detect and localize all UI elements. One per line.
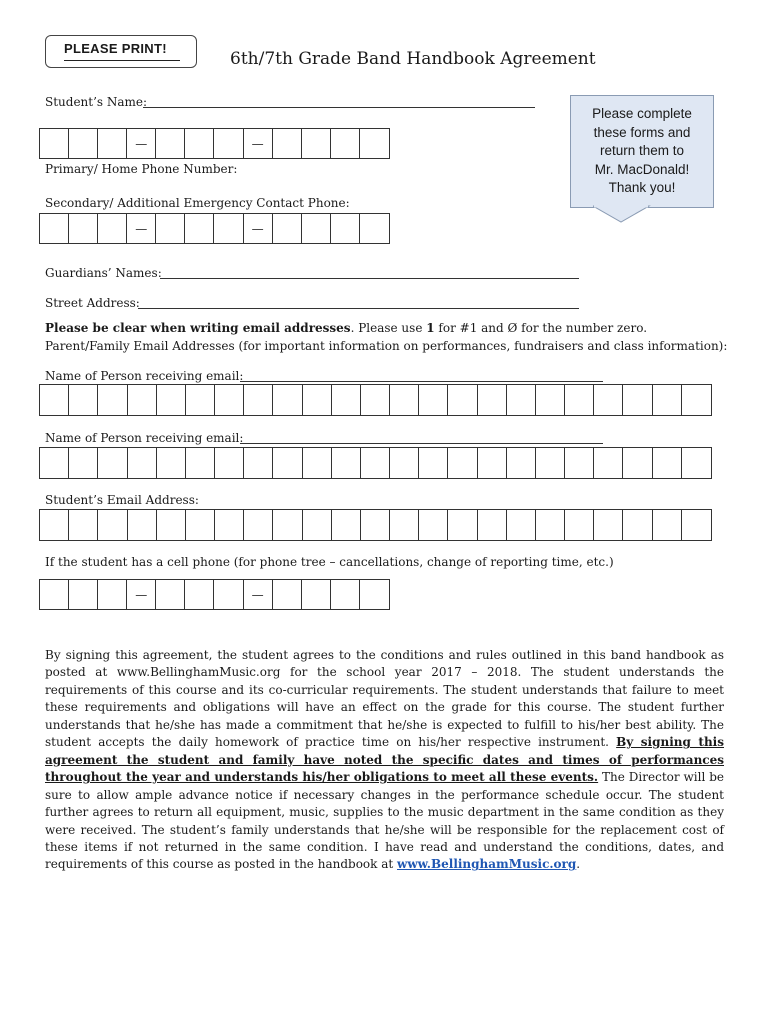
family-email-intro: Parent/Family Email Addresses (for important information on performances, fundraisers and class information): <box>45 339 728 353</box>
char-box[interactable] <box>128 385 157 415</box>
char-box[interactable] <box>69 448 98 478</box>
char-box[interactable] <box>682 448 711 478</box>
digit-box[interactable] <box>331 580 360 609</box>
phone-dash: — <box>127 129 156 158</box>
student-email-boxes[interactable] <box>39 509 712 541</box>
digit-box[interactable] <box>214 214 243 243</box>
email-instructions-text: . Please use <box>350 321 427 335</box>
phone-dash: — <box>244 580 273 609</box>
char-box[interactable] <box>361 510 390 540</box>
char-box[interactable] <box>361 385 390 415</box>
char-box[interactable] <box>653 510 682 540</box>
digit-box[interactable] <box>40 214 69 243</box>
student-name-label: Student’s Name: <box>45 95 148 109</box>
digit-box[interactable] <box>185 580 214 609</box>
digit-box[interactable] <box>331 214 360 243</box>
digit-box[interactable] <box>40 129 69 158</box>
char-box[interactable] <box>623 510 652 540</box>
char-box[interactable] <box>186 385 215 415</box>
char-box[interactable] <box>244 510 273 540</box>
agreement-paragraph <box>45 647 724 874</box>
char-box[interactable] <box>478 510 507 540</box>
cell-phone-label: If the student has a cell phone (for phone tree – cancellations, change of reporting time, etc.) <box>45 555 614 569</box>
char-box[interactable] <box>536 510 565 540</box>
callout-line: return them to <box>599 143 685 159</box>
char-box[interactable] <box>478 448 507 478</box>
char-box[interactable] <box>98 385 127 415</box>
char-box[interactable] <box>536 385 565 415</box>
digit-box[interactable] <box>69 580 98 609</box>
char-box[interactable] <box>303 448 332 478</box>
handbook-link[interactable]: www.BellinghamMusic.org <box>397 857 577 872</box>
char-box[interactable] <box>390 510 419 540</box>
secondary-phone-boxes[interactable] <box>39 213 390 244</box>
street-line[interactable] <box>138 308 579 309</box>
char-box[interactable] <box>448 385 477 415</box>
char-box[interactable] <box>448 448 477 478</box>
guardians-label: Guardians’ Names: <box>45 266 162 280</box>
char-box[interactable] <box>98 510 127 540</box>
phone-dash: — <box>244 214 273 243</box>
phone-dash: — <box>127 580 156 609</box>
char-box[interactable] <box>332 448 361 478</box>
digit-box[interactable] <box>185 129 214 158</box>
char-box[interactable] <box>157 510 186 540</box>
please-print-box <box>45 35 197 68</box>
char-box[interactable] <box>273 510 302 540</box>
char-box[interactable] <box>419 385 448 415</box>
please-print-label: PLEASE PRINT! <box>64 41 167 56</box>
char-box[interactable] <box>507 385 536 415</box>
digit-box[interactable] <box>214 129 243 158</box>
digit-box[interactable] <box>156 129 185 158</box>
digit-box[interactable] <box>40 580 69 609</box>
callout-line: these forms and <box>593 124 691 140</box>
digit-box[interactable] <box>302 129 331 158</box>
char-box[interactable] <box>448 510 477 540</box>
digit-box[interactable] <box>98 214 127 243</box>
email-instructions-one: 1 <box>426 321 435 335</box>
email-person-2-line[interactable] <box>240 443 603 444</box>
char-box[interactable] <box>565 448 594 478</box>
primary-phone-boxes[interactable] <box>39 128 390 159</box>
char-box[interactable] <box>69 510 98 540</box>
email-1-boxes[interactable] <box>39 384 712 416</box>
email-person-2-label: Name of Person receiving email: <box>45 431 244 445</box>
char-box[interactable] <box>40 385 69 415</box>
char-box[interactable] <box>244 385 273 415</box>
phone-dash: — <box>127 214 156 243</box>
email-person-1-line[interactable] <box>240 381 603 382</box>
digit-box[interactable] <box>360 214 389 243</box>
callout-pointer <box>593 205 653 225</box>
email-2-boxes[interactable] <box>39 447 712 479</box>
email-instructions-bold: Please be clear when writing email addresses <box>45 321 351 335</box>
char-box[interactable] <box>215 448 244 478</box>
student-name-line[interactable] <box>143 107 535 108</box>
char-box[interactable] <box>478 385 507 415</box>
digit-box[interactable] <box>302 580 331 609</box>
agreement-text-2: The Director will be sure to allow ample advance notice if necessary changes in the performance schedule occur. The student further agrees to return all equipment, music, supplies to the music department in the same condition as they were received. The student’s family understands that he/she will be responsible for the replacement cost of these items if not returned in the same condition. I have read and understand the conditions, dates, and requirements of this course as posted in the handbook at <box>45 770 725 872</box>
char-box[interactable] <box>157 448 186 478</box>
char-box[interactable] <box>623 385 652 415</box>
agreement-text: By signing this agreement, the student agrees to the conditions and rules outlined in this band handbook as posted at www.BellinghamMusic.org for the school year 2017 – 2018. The student understands the requirements of this course and its co-curricular requirements. The student understands that failure to meet these requirements and obligations will have an effect on the grade for this course. The student further understands that he/she has made a commitment that he/she is expected to fulfill to his/her best ability. The student accepts the daily homework of practice time on his/her respective instrument. <box>45 648 724 750</box>
guardians-line[interactable] <box>160 278 579 279</box>
digit-box[interactable] <box>360 580 389 609</box>
char-box[interactable] <box>128 510 157 540</box>
char-box[interactable] <box>215 510 244 540</box>
phone-dash: — <box>244 129 273 158</box>
char-box[interactable] <box>40 510 69 540</box>
char-box[interactable] <box>507 448 536 478</box>
char-box[interactable] <box>40 448 69 478</box>
agreement-emphasis: By signing this agreement the student and family have noted the specific dates and times of performances throughout the year and understands his/her obligations to meet all these events. <box>45 735 724 785</box>
char-box[interactable] <box>186 510 215 540</box>
char-box[interactable] <box>594 385 623 415</box>
digit-box[interactable] <box>360 129 389 158</box>
char-box[interactable] <box>273 448 302 478</box>
char-box[interactable] <box>565 385 594 415</box>
char-box[interactable] <box>623 448 652 478</box>
char-box[interactable] <box>332 510 361 540</box>
reminder-callout <box>570 95 714 208</box>
char-box[interactable] <box>128 448 157 478</box>
digit-box[interactable] <box>69 129 98 158</box>
char-box[interactable] <box>507 510 536 540</box>
char-box[interactable] <box>361 448 390 478</box>
char-box[interactable] <box>594 448 623 478</box>
char-box[interactable] <box>186 448 215 478</box>
cell-phone-boxes[interactable] <box>39 579 390 610</box>
street-label: Street Address: <box>45 296 140 310</box>
callout-line: Please complete <box>592 106 692 121</box>
char-box[interactable] <box>332 385 361 415</box>
char-box[interactable] <box>419 510 448 540</box>
digit-box[interactable] <box>331 129 360 158</box>
page-title: 6th/7th Grade Band Handbook Agreement <box>230 49 596 69</box>
char-box[interactable] <box>244 448 273 478</box>
char-box[interactable] <box>565 510 594 540</box>
email-instructions <box>45 321 647 335</box>
char-box[interactable] <box>390 448 419 478</box>
char-box[interactable] <box>682 510 711 540</box>
char-box[interactable] <box>682 385 711 415</box>
char-box[interactable] <box>536 448 565 478</box>
char-box[interactable] <box>273 385 302 415</box>
char-box[interactable] <box>419 448 448 478</box>
digit-box[interactable] <box>273 129 302 158</box>
digit-box[interactable] <box>69 214 98 243</box>
callout-line: Thank you! <box>608 180 676 196</box>
primary-phone-label: Primary/ Home Phone Number: <box>45 162 238 176</box>
char-box[interactable] <box>653 385 682 415</box>
please-print-underline <box>64 60 180 61</box>
digit-box[interactable] <box>273 214 302 243</box>
student-email-label: Student’s Email Address: <box>45 493 199 507</box>
digit-box[interactable] <box>273 580 302 609</box>
char-box[interactable] <box>653 448 682 478</box>
digit-box[interactable] <box>302 214 331 243</box>
char-box[interactable] <box>303 510 332 540</box>
email-person-1-label: Name of Person receiving email: <box>45 369 244 383</box>
char-box[interactable] <box>215 385 244 415</box>
char-box[interactable] <box>69 385 98 415</box>
digit-box[interactable] <box>98 580 127 609</box>
digit-box[interactable] <box>214 580 243 609</box>
digit-box[interactable] <box>156 580 185 609</box>
digit-box[interactable] <box>98 129 127 158</box>
email-instructions-text-2: for #1 and Ø for the number zero. <box>434 321 648 335</box>
char-box[interactable] <box>157 385 186 415</box>
char-box[interactable] <box>303 385 332 415</box>
digit-box[interactable] <box>185 214 214 243</box>
agreement-end: . <box>576 857 581 872</box>
digit-box[interactable] <box>156 214 185 243</box>
callout-line: Mr. MacDonald! <box>594 161 690 177</box>
char-box[interactable] <box>98 448 127 478</box>
char-box[interactable] <box>594 510 623 540</box>
char-box[interactable] <box>390 385 419 415</box>
secondary-phone-label: Secondary/ Additional Emergency Contact Phone: <box>45 196 350 210</box>
